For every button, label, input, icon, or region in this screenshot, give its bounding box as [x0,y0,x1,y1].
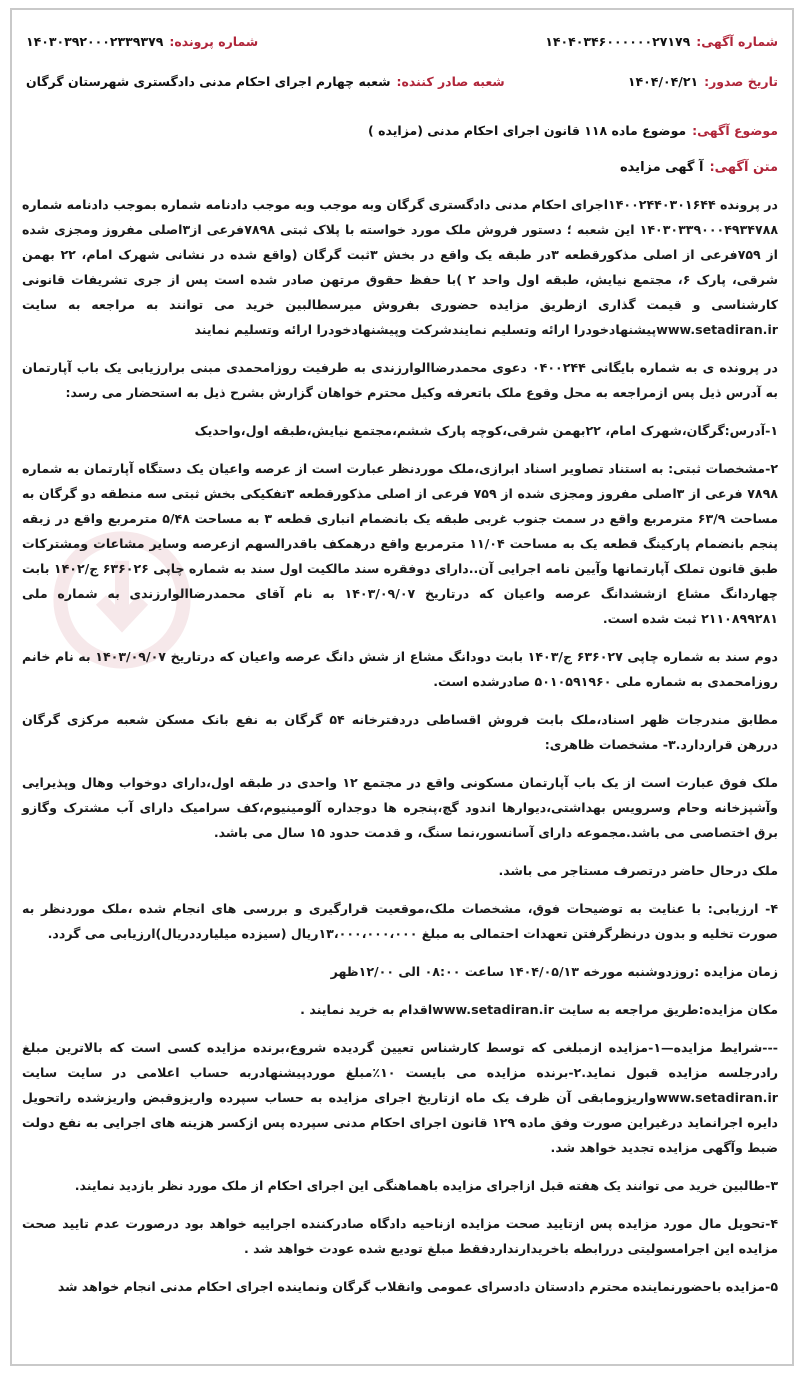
header-row-2 [26,74,778,89]
paragraph: ۲-مشخصات ثبتی: به استناد تصاویر اسناد ابرازی،ملک موردنظر عبارت است از عرصه واعیان یک دستگاه آپارتمان به شماره ۷۸۹۸ فرعی از ۳اصلی مفروز ومجزی شده از ۷۵۹ فرعی از اصلی مذکورقطعه ۳تفکیکی بخش ثبتی سه منطقه دو گرگان به مساحت ۶۳/۹ مترمربع واقع در سمت جنوب غربی طبقه یک بانضمام انباری قطعه ۳ به مساحت ۵/۴۸ مترمربع واقع در زبقه پنجم بانضمام پارکینگ قطعه یک به مساحت ۱۱/۰۴ مترمربع واقع درهمکف باقدرالسهم ازعرصه وسایر مشاعات ومشترکات طبق قانون تملک آپارتمانها وآیین نامه اجرایی آن..دارای دوفقره سند مالکیت اول سند به شماره چاپی ۶۳۶۰۲۶ ج/۱۴۰۲ بابت چهاردانگ مشاع ازششدانگ عرصه واعیان که درتاریخ ۱۴۰۳/۰۹/۰۷ به نام آقای محمدرضاالوارزندی به شماره ملی ۲۱۱۰۸۹۹۲۸۱ ثبت شده است. [22,461,779,626]
ad-number-label: شماره آگهی: [696,34,778,49]
paragraph: ملک فوق عبارت است از یک باب آپارتمان مسکونی واقع در مجتمع ۱۲ واحدی در طبقه اول،دارای دوخواب وهال وپذیرایی وآشپزخانه وحام وسرویس بهداشتی،دیوارها اندود گچ،پنجره ها دوجداره آلومینیوم،کف سرامیک دارای آب مشترک وگازو برق اختصاصی می باشد.مجموعه دارای آسانسور،نما سنگ، و قدمت حدود ۱۵ سال می باشد. [22,775,778,840]
case-number-value: ۱۴۰۳۰۳۹۲۰۰۰۲۳۳۹۳۷۹ [26,34,164,49]
issuer-label: شعبه صادر کننده: [396,74,505,89]
paragraph: مطابق مندرجات ظهر اسناد،ملک بابت فروش اقساطی دردفترخانه ۵۴ گرگان به نفع بانک مسکن شعبه مرکزی گرگان دررهن قراردارد.۳- مشخصات ظاهری: [22,712,778,752]
notice-subject [368,123,778,138]
issue-date [628,74,778,89]
paragraph: ۴-تحویل مال مورد مزایده پس ازتایید صحت مزایده ازناحیه دادگاه صادرکننده اجراییه خواهد بود درصورت عدم تایید صحت مزایده این اجرامسولیتی دررابطه باخریدارنداردفقط مبلغ تودیع شده عودت خواهد شد . [22,1216,778,1256]
paragraph: ---شرایط مزایده—۱-مزایده ازمبلغی که توسط کارشناس تعیین گردیده شروع،برنده مزایده کسی است که بالاترین مبلغ رادرجلسه مزایده قبول نماید.۲-برنده مزایده می بایست ۱۰٪مبلغ موردپیشنهادربه حساب اعلامی در سایت سایت www.setadiran.irواریزومابقی آن ظرف یک ماه ازتاریخ اجرای مزایده به حساب سپرده واریزوقبض واریزشده راتحویل دایره اجرانماید درغیراین صورت وفق ماده ۱۲۹ قانون اجرای احکام مدنی سپرده پس ازکسر هزینه های اجرایی به نفع دولت ضبط وآگهی مزایده تجدید خواهد شد. [22,1040,778,1155]
paragraph: ملک درحال حاضر درتصرف مستاجر می باشد. [498,863,778,878]
header-row-1 [26,34,778,49]
text-label: متن آگهی: [709,160,778,175]
text-title: آ گهی مزایده [620,160,704,175]
paragraph: ۱-آدرس:گرگان،شهرک امام، ۲۲بهمن شرقی،کوچه پارک ششم،مجتمع نیایش،طبقه اول،واحدیک [194,423,778,438]
subject-value: موضوع ماده ۱۱۸ قانون اجرای احکام مدنی (مزایده ) [368,123,687,138]
notice-body [22,192,778,1312]
paragraph: زمان مزایده :روزدوشنبه مورخه ۱۴۰۴/۰۵/۱۳ ساعت ۰۸:۰۰ الی ۱۲/۰۰ظهر [330,964,778,979]
issue-date-value: ۱۴۰۴/۰۴/۲۱ [627,74,699,89]
issuer [26,74,505,89]
paragraph: در پرونده ی به شماره بایگانی ۰۴۰۰۲۴۴ دعوی محمدرضاالوارزندی به طرفیت روزامحمدی مبنی برارزیابی یک باب آپارتمان به آدرس ذیل پس ازمراجعه به محل وقوع ملک باتعرفه وکیل محترم خواهان گزارش بشرح ذیل به استحضار می رسد: [22,360,778,400]
subject-label: موضوع آگهی: [692,123,778,138]
ad-number [545,34,778,49]
paragraph: دوم سند به شماره چاپی ۶۳۶۰۲۷ ج/۱۴۰۳ بابت دودانگ مشاع از شش دانگ عرصه واعیان که درتاریخ ۱۴۰۳/۰۹/۰۷ به نام خانم روزامحمدی به شماره ملی ۵۰۱۰۵۹۱۹۶۰ صادرشده است. [22,649,779,689]
ad-number-value: ۱۴۰۴۰۳۴۶۰۰۰۰۰۰۲۷۱۷۹ [545,34,691,49]
issue-date-label: تاریخ صدور: [704,74,778,89]
notice-title [620,160,778,175]
paragraph: ۴- ارزیابی: با عنایت به توضیحات فوق، مشخصات ملک،موقعیت قرارگیری و بررسی های انجام شده ،ملک موردنظر به صورت تخلیه و بدون درنظرگرفتن تعهدات احتمالی به مبلغ ۱۳،۰۰۰،۰۰۰،۰۰۰ریال (سیزده میلیارددریال)ارزیابی می گردد. [22,901,778,941]
paragraph: ۳-طالبین خرید می توانند یک هفته قبل ازاجرای مزایده باهماهنگی این اجرای احکام از ملک مورد نظر بازدید نمایند. [74,1178,778,1193]
paragraph: مکان مزایده:طریق مراجعه به سایت www.setadiran.irاقدام به خرید نمایند . [300,1002,778,1017]
paragraph: ۵-مزایده باحضورنماینده محترم دادستان دادسرای عمومی وانقلاب گرگان ونماینده اجرای احکام مدنی انجام خواهد شد [57,1279,778,1294]
case-number [26,34,258,49]
paragraph: در پرونده ۱۴۰۰۲۴۴۰۳۰۱۶۴۴اجرای احکام مدنی دادگستری گرگان وبه موجب وبه موجب دادنامه شماره بموجب دادنامه شماره ۱۴۰۳۰۳۳۹۰۰۰۴۹۳۴۷۸۸ این شعبه ؛ دستور فروش ملک مورد خواسته با پلاک ثبتی ۷۸۹۸فرعی از۳اصلی مفروز ومجزی شده از ۷۵۹فرعی از اصلی مذکورقطعه ۳در طبقه یک واقع در بخش ۳ثبت گرگان (واقع شده در نشانی شهرک امام، ۲۲ بهمن شرقی، پارک ۶، مجتمع نیایش، طبقه اول واحد ۲ )با حفظ حقوق مرتهن صادر شده است پس از جری تشریفات قانونی کارشناسی و قیمت گذاری ازطریق مزایده حضوری بفروش میرسطالبین خرید می توانند به مراجعه به سایت www.setadiran.irپیشنهادخودرا ارائه وتسلیم نمایندشرکت وپیشنهادخودرا ارائه وتسلیم نمایند [22,197,779,337]
case-number-label: شماره پرونده: [169,34,259,49]
issuer-value: شعبه چهارم اجرای احکام مدنی دادگستری شهرستان گرگان [26,74,391,89]
